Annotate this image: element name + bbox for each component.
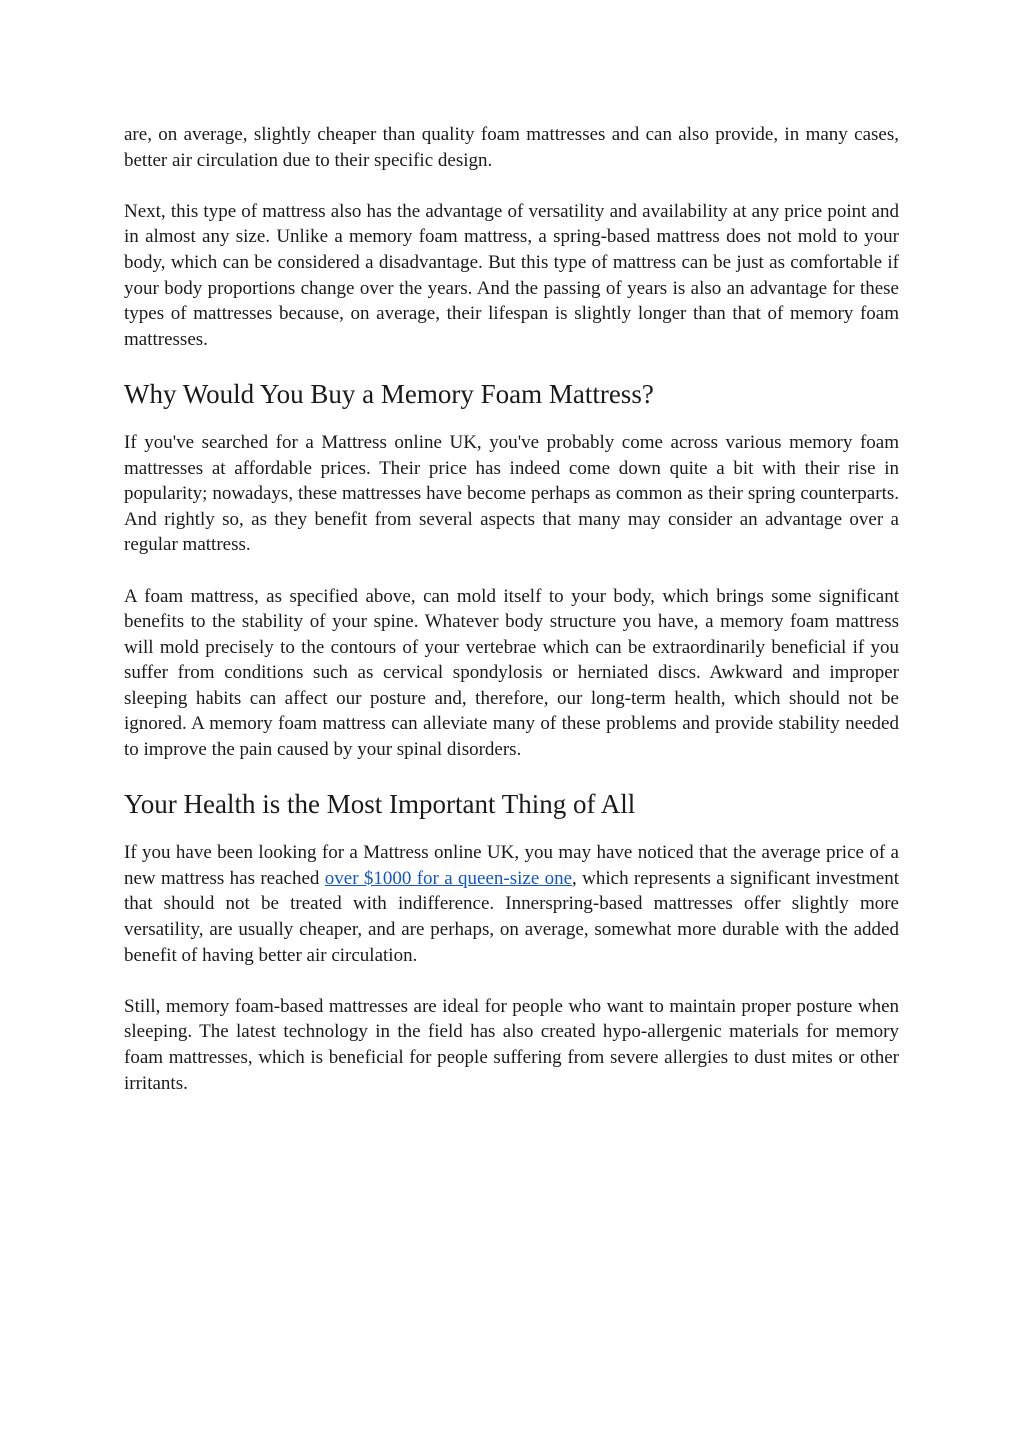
paragraph: are, on average, slightly cheaper than quality foam mattresses and can also provide, in many cases, better air circulation due to their specific design.: [124, 124, 899, 171]
section-heading: Your Health is the Most Important Thing of All: [124, 789, 636, 820]
paragraph: A foam mattress, as specified above, can mold itself to your body, which brings some significant benefits to the stability of your spine. Whatever body structure you have, a memory foam mattress will mold precisely to the contours of your vertebrae which can be extraordinarily beneficial if you suffer from conditions such as cervical spondylosis or herniated discs. Awkward and improper sleeping habits can affect our posture and, therefore, our long-term health, which should not be ignored. A memory foam mattress can alleviate many of these problems and provide stability needed to improve the pain caused by your spinal disorders.: [124, 585, 899, 761]
paragraph-text: If you have been looking for a Mattress online UK, you may have noticed that the average price of a new mattress has reached: [124, 842, 899, 889]
paragraph-text: , which represents a significant investment that should not be treated with indifference. Innerspring-based mattresses offer slightly more versatility, are usually cheaper, and are perhaps, on average, somewhat more durable with the added benefit of having better air circulation.: [124, 867, 899, 966]
document-page: [124, 122, 899, 1122]
paragraph: If you've searched for a Mattress online UK, you've probably come across various memory foam mattresses at affordable prices. Their price has indeed come down quite a bit with their rise in popularity; nowadays, these mattresses have become perhaps as common as their spring counterparts. And rightly so, as they benefit from several aspects that many may consider an advantage over a regular mattress.: [124, 431, 899, 556]
paragraph: Next, this type of mattress also has the advantage of versatility and availability at any price point and in almost any size. Unlike a memory foam mattress, a spring-based mattress does not mold to your body, which can be considered a disadvantage. But this type of mattress can be just as comfortable if your body proportions change over the years. And the passing of years is also an advantage for these types of mattresses because, on average, their lifespan is slightly longer than that of memory foam mattresses.: [124, 200, 899, 350]
paragraph: Still, memory foam-based mattresses are ideal for people who want to maintain proper posture when sleeping. The latest technology in the field has also created hypo-allergenic materials for memory foam mattresses, which is beneficial for people suffering from severe allergies to dust mites or other irritants.: [124, 995, 899, 1094]
section-heading: Why Would You Buy a Memory Foam Mattress?: [124, 378, 654, 409]
paragraph-with-link: [124, 840, 899, 968]
price-link[interactable]: over $1000 for a queen-size one: [324, 867, 573, 889]
